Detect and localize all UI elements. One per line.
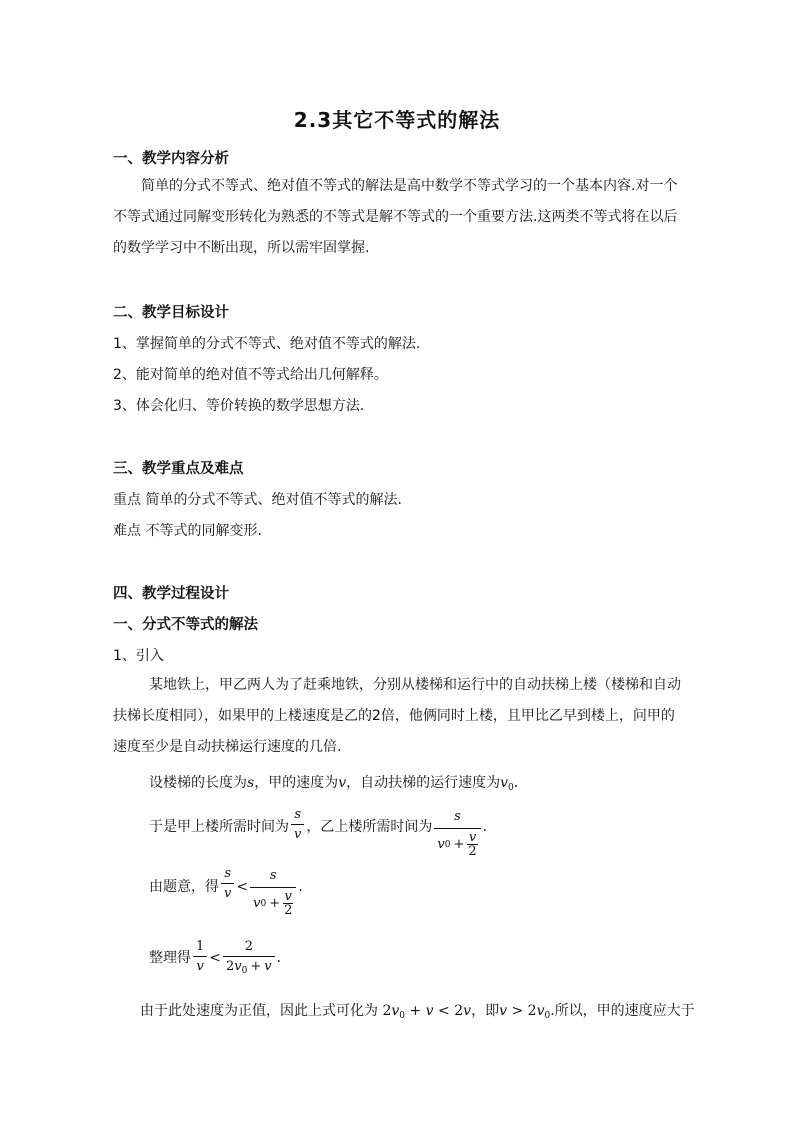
goal-item-3: 3、体会化归、等价转换的数学思想方法. [113,398,365,414]
section-heading-key-points: 三、教学重点及难点 [113,461,244,477]
fraction-s-over-v: $\frac{s}{v}$ [291,806,304,845]
section-body-content-analysis: 简单的分式不等式、绝对值不等式的解法是高中数学不等式学习的一个基本内容.对一个不等式通过同解变形转化为熟悉的不等式是解不等式的一个重要方法.这两类不等式将在以后的数学学习中不断出现，所以需牢固掌握. [113,178,678,256]
subsection-heading-fraction-inequality: 一、分式不等式的解法 [113,617,258,633]
difficult-point: 难点 不等式的同解变形. [113,523,262,539]
goal-item-2: 2、能对简单的绝对值不等式给出几何解释。 [113,367,388,383]
section-heading-content-analysis: 一、教学内容分析 [113,151,229,167]
goal-item-1: 1、掌握简单的分式不等式、绝对值不等式的解法. [113,336,421,352]
time-line: 于是甲上楼所需时间为 $\frac{s}{v}$ ，乙上楼所需时间为 s v 0 + $\frac{v}{2}$ . [149,807,488,859]
page-title: 2.3其它不等式的解法 [293,108,501,132]
fraction-s-over-sum: s v 0 + $\frac{v}{2}$ [434,806,480,858]
setup-line: 设楼梯的长度为s，甲的速度为v，自动扶梯的运行速度为$v_0$. [149,775,519,793]
section-heading-process: 四、教学过程设计 [113,586,229,602]
intro-label: 1、引入 [113,648,164,664]
intro-problem: 某地铁上，甲乙两人为了赶乘地铁，分别从楼梯和运行中的自动扶梯上楼（楼梯和自动扶梯长度相同），如果甲的上楼速度是乙的2倍，他俩同时上楼，且甲比乙早到楼上，问甲的速度至少是自动扶梯运行速度的几倍. [113,677,681,755]
simplified-line: 整理得 $\frac{1}{v}$ < $\frac{2}{2v_0 + v}$ . [149,938,281,981]
inequality-line: 由题意，得 $\frac{s}{v}$ < s v 0 + $\frac{v}{2}$ . [149,866,303,918]
conclusion-line: 由于此处速度为正值，因此上式可化为 $2v_0 + v < 2v$，即$v > 2v_0$.所以，甲的速度应大于 [140,1003,695,1021]
section-heading-goals: 二、教学目标设计 [113,305,229,321]
key-point: 重点 简单的分式不等式、绝对值不等式的解法. [113,492,402,508]
